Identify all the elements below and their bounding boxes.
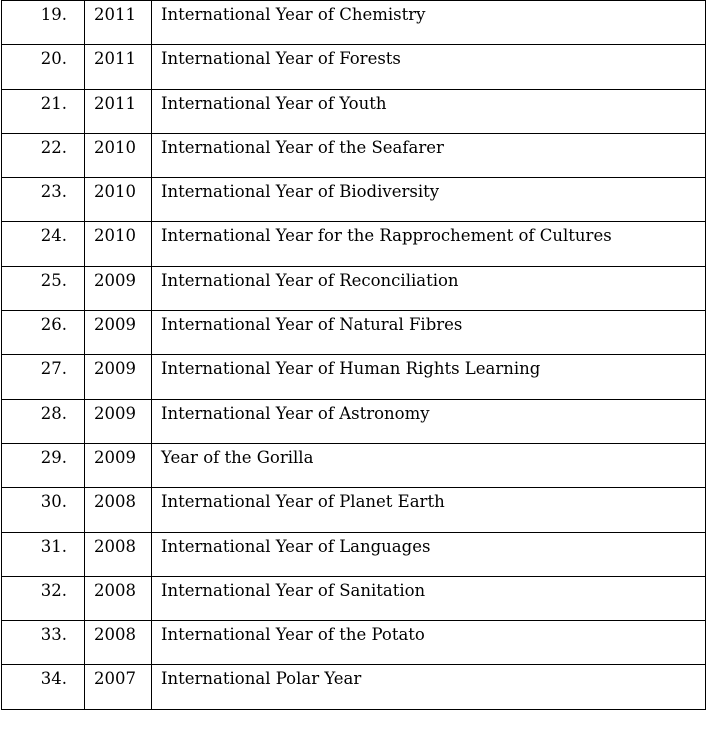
row-title-cell	[152, 621, 706, 665]
row-title-cell	[152, 266, 706, 310]
row-number-cell	[2, 222, 85, 266]
row-title: International Year of the Potato	[161, 625, 425, 645]
row-year: 2009	[94, 315, 136, 335]
table-row	[2, 399, 706, 443]
table-row	[2, 355, 706, 399]
row-title: International Year for the Rapprochement of Cultures	[161, 226, 612, 246]
row-title: International Year of Chemistry	[161, 5, 426, 24]
row-title-cell	[152, 222, 706, 266]
row-title: Year of the Gorilla	[161, 447, 314, 467]
row-number: 26.	[40, 315, 67, 335]
row-title: International Year of Youth	[161, 93, 387, 113]
row-number-cell	[2, 576, 85, 620]
row-title: International Year of Planet Earth	[161, 492, 445, 512]
row-year-cell	[85, 133, 152, 177]
row-number-cell	[2, 621, 85, 665]
row-year: 2010	[94, 182, 136, 202]
row-year-cell	[85, 89, 152, 133]
table-row	[2, 89, 706, 133]
row-title-cell	[152, 576, 706, 620]
row-year: 2011	[94, 5, 136, 24]
row-title: International Year of Languages	[161, 536, 431, 556]
row-year-cell	[85, 665, 152, 709]
row-title-cell	[152, 355, 706, 399]
row-number: 22.	[40, 137, 67, 157]
row-year: 2010	[94, 226, 136, 246]
row-number: 23.	[40, 182, 67, 202]
table-body	[2, 1, 706, 710]
row-year-cell	[85, 266, 152, 310]
row-number-cell	[2, 1, 85, 45]
row-title-cell	[152, 488, 706, 532]
row-year: 2008	[94, 580, 136, 600]
table-row	[2, 488, 706, 532]
row-year: 2009	[94, 270, 136, 290]
row-number: 19.	[40, 5, 67, 24]
row-year: 2009	[94, 359, 136, 379]
row-year: 2011	[94, 49, 136, 69]
row-year-cell	[85, 621, 152, 665]
row-year: 2010	[94, 137, 136, 157]
row-year-cell	[85, 443, 152, 487]
table-row	[2, 222, 706, 266]
row-number-cell	[2, 133, 85, 177]
row-year-cell	[85, 222, 152, 266]
table-row	[2, 443, 706, 487]
row-title-cell	[152, 89, 706, 133]
row-number-cell	[2, 89, 85, 133]
row-number-cell	[2, 488, 85, 532]
row-number: 28.	[40, 403, 67, 423]
row-year-cell	[85, 488, 152, 532]
row-title-cell	[152, 133, 706, 177]
table-row	[2, 621, 706, 665]
row-year: 2007	[94, 669, 136, 689]
row-number: 24.	[40, 226, 67, 246]
table-row	[2, 266, 706, 310]
row-title-cell	[152, 665, 706, 709]
row-title: International Year of Forests	[161, 49, 401, 69]
table-row	[2, 576, 706, 620]
row-title-cell	[152, 399, 706, 443]
row-number: 29.	[40, 447, 67, 467]
international-years-table	[1, 0, 706, 710]
row-year-cell	[85, 576, 152, 620]
table-row	[2, 178, 706, 222]
table-row	[2, 133, 706, 177]
row-title: International Year of Astronomy	[161, 403, 430, 423]
row-title: International Year of Natural Fibres	[161, 315, 463, 335]
row-number: 33.	[40, 625, 67, 645]
row-number: 21.	[40, 93, 67, 113]
row-year-cell	[85, 311, 152, 355]
table-row	[2, 532, 706, 576]
row-number-cell	[2, 266, 85, 310]
row-number-cell	[2, 399, 85, 443]
row-number-cell	[2, 45, 85, 89]
row-title-cell	[152, 532, 706, 576]
row-number: 20.	[40, 49, 67, 69]
row-title: International Year of Human Rights Learning	[161, 359, 541, 379]
row-year: 2008	[94, 492, 136, 512]
row-number-cell	[2, 443, 85, 487]
row-year-cell	[85, 178, 152, 222]
row-title-cell	[152, 1, 706, 45]
table-row	[2, 1, 706, 45]
row-number-cell	[2, 311, 85, 355]
row-year-cell	[85, 1, 152, 45]
row-title: International Year of Sanitation	[161, 580, 426, 600]
row-year: 2009	[94, 447, 136, 467]
row-number: 30.	[40, 492, 67, 512]
row-number: 32.	[40, 580, 67, 600]
row-number: 31.	[40, 536, 67, 556]
table-row	[2, 45, 706, 89]
row-number: 25.	[40, 270, 67, 290]
row-year: 2008	[94, 625, 136, 645]
row-year-cell	[85, 532, 152, 576]
row-year-cell	[85, 355, 152, 399]
row-number-cell	[2, 665, 85, 709]
row-title-cell	[152, 443, 706, 487]
row-year: 2011	[94, 93, 136, 113]
row-year-cell	[85, 45, 152, 89]
row-year-cell	[85, 399, 152, 443]
row-number: 34.	[40, 669, 67, 689]
row-title: International Polar Year	[161, 669, 362, 689]
table-row	[2, 665, 706, 709]
row-number-cell	[2, 178, 85, 222]
row-title-cell	[152, 178, 706, 222]
row-number-cell	[2, 355, 85, 399]
row-title: International Year of Biodiversity	[161, 182, 440, 202]
row-year: 2008	[94, 536, 136, 556]
row-title: International Year of the Seafarer	[161, 137, 444, 157]
row-title-cell	[152, 45, 706, 89]
row-number: 27.	[40, 359, 67, 379]
table-row	[2, 311, 706, 355]
row-title-cell	[152, 311, 706, 355]
row-number-cell	[2, 532, 85, 576]
row-year: 2009	[94, 403, 136, 423]
row-title: International Year of Reconciliation	[161, 270, 459, 290]
